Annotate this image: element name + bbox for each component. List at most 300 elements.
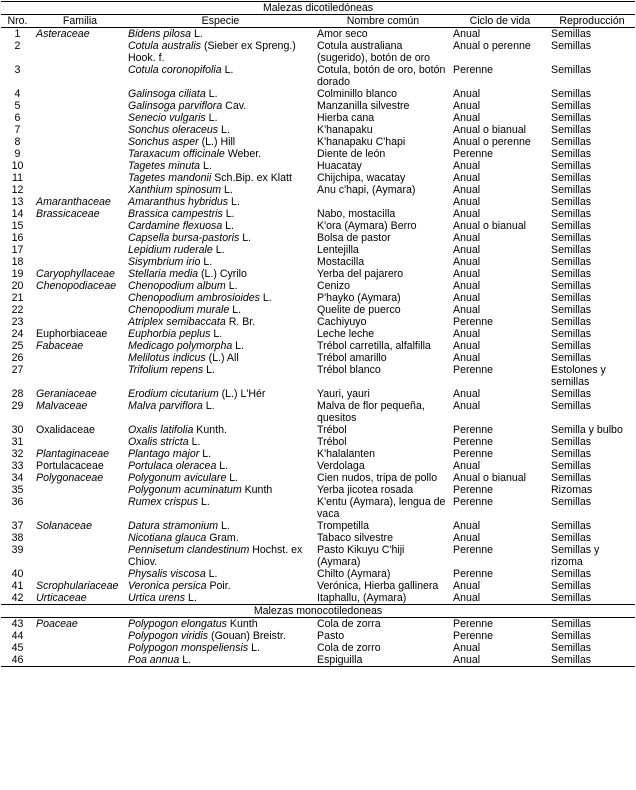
common-name-cell: Cenizo [317, 280, 350, 292]
common-name-cell: Leche leche [317, 328, 375, 340]
species-author: L. [218, 520, 230, 532]
life-cycle-cell: Anual o perenne [453, 136, 531, 148]
reproduction-cell: Semillas [551, 244, 592, 256]
row-number: 43 [11, 618, 24, 630]
life-cycle-cell: Anual [453, 88, 481, 100]
life-cycle-cell: Anual [453, 460, 481, 472]
row-number: 34 [11, 472, 24, 484]
species-cell [126, 484, 315, 496]
life-cycle-cell: Anual [453, 340, 481, 352]
life-cycle-cell: Perenne [453, 436, 494, 448]
life-cycle-cell: Anual [453, 388, 481, 400]
row-number: 27 [11, 364, 24, 376]
row-number: 4 [14, 88, 21, 100]
table-row [1, 400, 635, 424]
reproduction-cell: Semillas [551, 160, 592, 172]
reproduction-cell: Semillas [551, 64, 592, 76]
species-author: L. [218, 124, 230, 136]
reproduction-cell: Semillas [551, 268, 592, 280]
species-cell [126, 630, 315, 642]
table-row [1, 148, 635, 160]
species-cell [126, 580, 315, 592]
species-name: Stellaria media [128, 268, 199, 280]
reproduction-cell: Semillas [551, 28, 592, 40]
table-row [1, 544, 635, 568]
species-name: Chenopodium murale [128, 304, 230, 316]
row-number: 2 [14, 40, 21, 52]
species-author: (Gouan) Breistr. [208, 630, 286, 642]
species-author: L. [202, 400, 215, 412]
reproduction-cell: Semillas [551, 532, 592, 544]
species-name: Oxalis stricta [128, 436, 189, 448]
species-author: Kunth. [193, 424, 227, 436]
species-name: Galinsoga ciliata [128, 88, 206, 100]
life-cycle-cell: Anual [453, 580, 481, 592]
life-cycle-cell: Perenne [453, 618, 494, 630]
life-cycle-cell: Anual [451, 654, 549, 667]
table-row [1, 160, 635, 172]
monocot-body [1, 618, 635, 667]
header-especie: Especie [126, 15, 315, 28]
row-number: 29 [11, 400, 24, 412]
species-author: Cav. [222, 100, 247, 112]
species-cell [126, 292, 315, 304]
family-cell [34, 64, 126, 88]
species-name: Erodium cicutarium [128, 388, 219, 400]
species-name: Melilotus indicus [128, 352, 206, 364]
species-name: Tagetes mandonii [128, 172, 212, 184]
common-name-cell: K'ora (Aymara) Berro [317, 220, 417, 232]
reproduction-cell: Semillas [551, 172, 592, 184]
reproduction-cell: Semillas [551, 256, 592, 268]
species-cell [126, 136, 315, 148]
species-author: R. Br. [225, 316, 256, 328]
reproduction-cell: Semillas [551, 568, 592, 580]
species-name: Xanthium spinosum [128, 184, 222, 196]
common-name-cell: Bolsa de pastor [317, 232, 391, 244]
life-cycle-cell: Anual [453, 28, 481, 40]
family-cell [34, 244, 126, 256]
table-row [1, 592, 635, 605]
reproduction-cell: Semillas [551, 436, 592, 448]
row-number: 24 [11, 328, 24, 340]
reproduction-cell: Semillas [551, 448, 592, 460]
family-cell: Asteraceae [36, 28, 90, 40]
life-cycle-cell: Perenne [453, 568, 494, 580]
species-name: Poa annua [128, 654, 180, 666]
species-cell [126, 568, 315, 580]
species-name: Plantago major [128, 448, 200, 460]
family-cell [34, 364, 126, 388]
species-name: Rumex crispus [128, 496, 199, 508]
species-author: L. [185, 592, 197, 604]
header-ciclo-de-vida: Ciclo de vida [451, 15, 549, 28]
common-name-cell: Manzanilla silvestre [317, 100, 410, 112]
species-name: Cotula australis [128, 40, 202, 52]
species-name: Veronica persica [128, 580, 207, 592]
reproduction-cell: Semillas [551, 630, 592, 642]
common-name-cell: Pasto Kikuyu C'hiji (Aymara) [317, 544, 405, 568]
family-cell [34, 256, 126, 268]
reproduction-cell: Semillas [551, 280, 592, 292]
table-row [1, 642, 635, 654]
row-number: 42 [1, 592, 34, 605]
species-name: Chenopodium album [128, 280, 226, 292]
life-cycle-cell: Perenne [453, 448, 494, 460]
life-cycle-cell: Anual [453, 642, 481, 654]
life-cycle-cell: Anual [453, 256, 481, 268]
row-number: 6 [14, 112, 21, 124]
species-name: Polygonum aviculare [128, 472, 227, 484]
life-cycle-cell: Anual [453, 184, 481, 196]
species-author: L. [179, 654, 192, 666]
header-reproduccion: Reproducción [549, 15, 635, 28]
family-cell: Urticaceae [34, 592, 126, 605]
species-name: Lepidium ruderale [128, 244, 213, 256]
common-name-cell: K'entu (Aymara), lengua de vaca [317, 496, 446, 520]
species-cell [126, 208, 315, 220]
species-author: L. [228, 196, 240, 208]
family-cell [34, 630, 126, 642]
species-cell [126, 654, 315, 667]
family-cell: Malvaceae [36, 400, 88, 412]
species-name: Urtica urens [128, 592, 186, 604]
table-row [1, 424, 635, 436]
species-author: Kunth [226, 618, 258, 630]
common-name-cell: Anu c'hapi, (Aymara) [317, 184, 416, 196]
species-name: Senecio vulgaris [128, 112, 206, 124]
species-name: Polypogon monspeliensis [128, 642, 249, 654]
species-author: L. [203, 364, 215, 376]
family-cell [34, 172, 126, 184]
reproduction-cell: Semillas [549, 592, 635, 605]
species-cell [126, 172, 315, 184]
species-author: (L.) Hill [198, 136, 236, 148]
table-row [1, 172, 635, 184]
table-row [1, 136, 635, 148]
section-title-monocot: Malezas monocotiledoneas [1, 605, 635, 618]
row-number: 19 [11, 268, 24, 280]
life-cycle-cell: Perenne [453, 496, 494, 508]
family-cell [34, 316, 126, 328]
table-row [1, 220, 635, 232]
table-row [1, 232, 635, 244]
reproduction-cell: Semillas [551, 304, 592, 316]
species-cell [126, 280, 315, 292]
species-author: (Sieber ex Spreng.) Hook. f. [128, 40, 296, 64]
table-row [1, 196, 635, 208]
common-name-cell: Cola de zorra [317, 618, 381, 630]
row-number: 20 [11, 280, 24, 292]
common-name-cell: Cola de zorro [317, 642, 381, 654]
common-name-cell: Amor seco [317, 28, 368, 40]
species-cell [126, 544, 315, 568]
species-name: Malva parviflora [128, 400, 203, 412]
species-name: Sisymbrium irio [128, 256, 201, 268]
family-cell [34, 184, 126, 196]
species-author: Poir. [206, 580, 231, 592]
row-number: 15 [11, 220, 24, 232]
table-row [1, 448, 635, 460]
life-cycle-cell: Anual [453, 160, 481, 172]
life-cycle-cell: Anual [453, 112, 481, 124]
table-row [1, 184, 635, 196]
section-row-monocot [1, 605, 635, 618]
species-cell [126, 124, 315, 136]
species-author: L. [222, 208, 235, 220]
common-name-cell: Verónica, Hierba gallinera [317, 580, 439, 592]
common-name-cell: Mostacilla [317, 256, 365, 268]
table-row [1, 436, 635, 448]
row-number: 14 [11, 208, 24, 220]
species-cell [126, 256, 315, 268]
reproduction-cell: Semillas [551, 618, 592, 630]
row-number: 41 [11, 580, 24, 592]
row-number: 28 [11, 388, 24, 400]
family-cell [34, 292, 126, 304]
species-name: Capsella bursa-pastoris [128, 232, 240, 244]
row-number: 31 [11, 436, 24, 448]
life-cycle-cell: Perenne [453, 148, 494, 160]
table-row [1, 316, 635, 328]
row-number: 18 [11, 256, 24, 268]
species-name: Atriplex semibaccata [128, 316, 226, 328]
common-name-cell: Cien nudos, tripa de pollo [317, 472, 438, 484]
species-author: L. [259, 292, 272, 304]
species-cell [126, 244, 315, 256]
common-name-cell: Chijchipa, wacatay [317, 172, 406, 184]
row-number: 26 [11, 352, 24, 364]
family-cell: Scrophulariaceae [36, 580, 119, 592]
life-cycle-cell: Perenne [453, 364, 494, 376]
species-cell [126, 304, 315, 316]
species-name: Sonchus asper [128, 136, 199, 148]
species-author: L. [221, 184, 233, 196]
family-cell [34, 436, 126, 448]
row-number: 9 [14, 148, 21, 160]
row-number: 8 [14, 136, 21, 148]
common-name-cell: Cotula australiana (sugerido), botón de oro [317, 40, 431, 64]
common-name-cell: Yauri, yauri [317, 388, 370, 400]
species-cell [126, 196, 315, 208]
row-number: 38 [11, 532, 24, 544]
life-cycle-cell: Perenne [453, 424, 494, 436]
table-row [1, 256, 635, 268]
life-cycle-cell: Anual [453, 232, 481, 244]
species-author: L. [200, 160, 212, 172]
section-row-dicot [1, 2, 635, 15]
species-cell [126, 28, 315, 41]
species-cell [126, 100, 315, 112]
reproduction-cell: Semillas [551, 642, 592, 654]
reproduction-cell: Semillas [551, 460, 592, 472]
reproduction-cell: Semillas [551, 124, 592, 136]
species-cell [126, 496, 315, 520]
table-row [1, 268, 635, 280]
species-cell [126, 340, 315, 352]
common-name-cell: Hierba cana [317, 112, 375, 124]
species-author: Kunth [241, 484, 273, 496]
family-cell: Chenopodiaceae [36, 280, 117, 292]
table-row [1, 496, 635, 520]
reproduction-cell: Semillas [551, 148, 592, 160]
species-author: L. [221, 64, 234, 76]
life-cycle-cell: Anual [453, 172, 481, 184]
species-cell [126, 520, 315, 532]
species-author: Gram. [206, 532, 239, 544]
table-row [1, 64, 635, 88]
species-name: Amaranthus hybridus [128, 196, 229, 208]
species-cell [126, 352, 315, 364]
species-name: Physalis viscosa [128, 568, 206, 580]
species-author: L. [216, 460, 229, 472]
row-number: 33 [11, 460, 24, 472]
common-name-cell: Yerba del pajarero [317, 268, 404, 280]
species-cell [126, 316, 315, 328]
reproduction-cell: Semilla y bulbo [551, 424, 623, 436]
reproduction-cell: Semillas [551, 220, 592, 232]
species-name: Tagetes minuta [128, 160, 201, 172]
family-cell: Portulacaceae [36, 460, 104, 472]
species-author: L. [205, 88, 218, 100]
life-cycle-cell: Anual [453, 280, 481, 292]
species-cell [126, 642, 315, 654]
life-cycle-cell: Anual o bianual [453, 124, 527, 136]
reproduction-cell: Semillas [551, 208, 592, 220]
family-cell: Plantaginaceae [36, 448, 110, 460]
row-number: 7 [14, 124, 21, 136]
species-cell [126, 184, 315, 196]
reproduction-cell: Semillas [551, 88, 592, 100]
life-cycle-cell: Perenne [453, 544, 494, 556]
life-cycle-cell: Anual [453, 208, 481, 220]
family-cell: Euphorbiaceae [36, 328, 108, 340]
family-cell [34, 136, 126, 148]
table-row [1, 28, 635, 41]
species-author: L. [239, 232, 252, 244]
species-author: L. [232, 340, 245, 352]
dicot-body [1, 28, 635, 605]
table-row [1, 280, 635, 292]
table-row [1, 364, 635, 388]
common-name-cell: Diente de león [317, 148, 386, 160]
row-number: 32 [11, 448, 24, 460]
life-cycle-cell: Perenne [453, 630, 494, 642]
table-row [1, 568, 635, 580]
life-cycle-cell: Anual o bianual [453, 472, 527, 484]
family-cell: Oxalidaceae [36, 424, 95, 436]
species-name: Galinsoga parviflora [128, 100, 223, 112]
family-cell [34, 112, 126, 124]
species-author: Sch.Bip. ex Klatt [211, 172, 292, 184]
reproduction-cell: Semillas [551, 40, 592, 52]
life-cycle-cell: Anual [453, 304, 481, 316]
species-cell [126, 400, 315, 424]
table-row [1, 100, 635, 112]
species-name: Polypogon elongatus [128, 618, 227, 630]
row-number: 11 [12, 172, 23, 184]
family-cell [34, 232, 126, 244]
row-number: 35 [11, 484, 24, 496]
common-name-cell: Espiguilla [315, 654, 451, 667]
species-author: L. [210, 328, 223, 340]
life-cycle-cell: Anual [453, 244, 481, 256]
reproduction-cell: Semillas [551, 100, 592, 112]
species-author: L. [229, 304, 242, 316]
family-cell [34, 654, 126, 667]
reproduction-cell: Semillas [551, 316, 592, 328]
row-number: 40 [11, 568, 24, 580]
life-cycle-cell: Anual [453, 100, 481, 112]
species-cell [126, 618, 315, 631]
reproduction-cell: Semillas [551, 232, 592, 244]
family-cell [34, 160, 126, 172]
species-name: Oxalis latifolia [128, 424, 194, 436]
species-cell [126, 532, 315, 544]
reproduction-cell: Semillas y rizoma [551, 544, 600, 568]
family-cell: Solanaceae [36, 520, 92, 532]
species-author: L. [191, 28, 203, 40]
common-name-cell: Trébol [317, 424, 347, 436]
species-author: L. [212, 244, 225, 256]
species-cell [126, 448, 315, 460]
family-cell [34, 88, 126, 100]
reproduction-cell: Semillas [551, 340, 592, 352]
common-name-cell: Chilto (Aymara) [317, 568, 391, 580]
family-cell: Amaranthaceae [36, 196, 111, 208]
species-name: Medicago polymorpha [128, 340, 233, 352]
species-name: Portulaca oleracea [128, 460, 217, 472]
species-author: L. [222, 220, 234, 232]
life-cycle-cell: Anual [453, 352, 481, 364]
table-row [1, 208, 635, 220]
species-name: Chenopodium ambrosioides [128, 292, 260, 304]
family-cell: Caryophyllaceae [36, 268, 115, 280]
reproduction-cell: Semillas [551, 196, 592, 208]
table-row [1, 112, 635, 124]
common-name-cell: Cotula, botón de oro, botón dorado [317, 64, 446, 88]
species-cell [126, 592, 315, 605]
row-number: 1 [14, 28, 21, 40]
reproduction-cell: Semillas [551, 472, 592, 484]
life-cycle-cell: Anual [453, 520, 481, 532]
species-cell [126, 460, 315, 472]
row-number: 44 [11, 630, 24, 642]
table-row [1, 244, 635, 256]
species-author: L. [226, 472, 239, 484]
species-name: Datura stramonium [128, 520, 219, 532]
species-cell [126, 40, 315, 64]
family-cell: Poaceae [36, 618, 78, 630]
species-name: Cardamine flexuosa [128, 220, 223, 232]
family-cell [34, 40, 126, 64]
life-cycle-cell: Perenne [453, 64, 494, 76]
species-author: (L.) All [205, 352, 239, 364]
common-name-cell: Malva de flor pequeña, quesitos [317, 400, 425, 424]
family-cell: Fabaceae [36, 340, 84, 352]
reproduction-cell: Semillas [551, 328, 592, 340]
row-number: 46 [1, 654, 34, 667]
species-author: L. [188, 436, 201, 448]
row-number: 12 [11, 184, 24, 196]
species-name: Polygonum acuminatum [128, 484, 242, 496]
species-author: L. [248, 642, 260, 654]
species-cell [126, 424, 315, 436]
species-author: L. [225, 280, 238, 292]
species-name: Nicotiana glauca [128, 532, 207, 544]
common-name-cell: Trébol amarillo [317, 352, 387, 364]
family-cell [34, 352, 126, 364]
